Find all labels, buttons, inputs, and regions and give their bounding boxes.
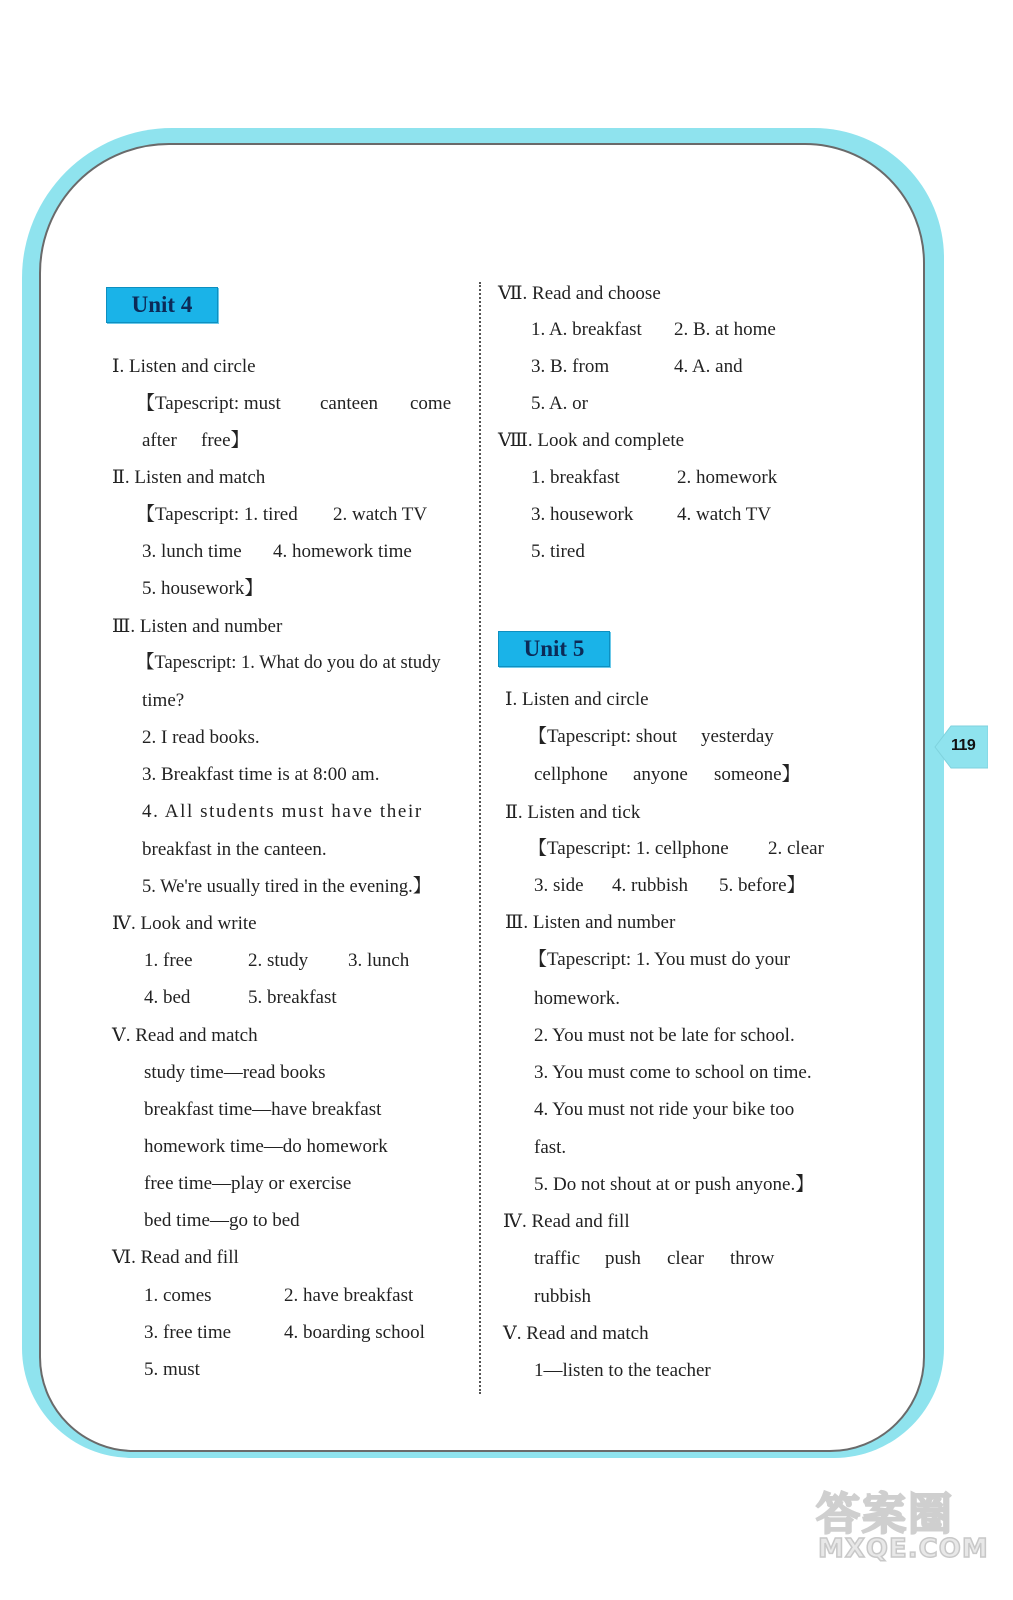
- answer-item: 2. have breakfast: [284, 1285, 414, 1306]
- section-2-heading: Ⅱ. Listen and tick: [505, 802, 641, 823]
- text-item: 【Tapescript: shout: [528, 726, 678, 747]
- text-item: 2. clear: [768, 838, 824, 859]
- answer-item: 1. free: [144, 950, 193, 971]
- answer-item: 4. bed: [144, 987, 191, 1008]
- answer-line: 5. tired: [531, 541, 585, 562]
- section-4-heading: Ⅳ. Look and write: [112, 913, 257, 934]
- tapescript-line: 【Tapescript: 1. What do you do at study: [136, 653, 441, 673]
- unit-4-badge: Unit 4: [106, 287, 218, 323]
- answer-item: push: [605, 1248, 641, 1269]
- tapescript-line: 2. You must not be late for school.: [534, 1025, 795, 1046]
- answer-item: 3. free time: [144, 1322, 232, 1343]
- section-3-heading: Ⅲ. Listen and number: [505, 912, 676, 933]
- text-item: 4. homework time: [273, 541, 412, 562]
- answer-line: free time—play or exercise: [144, 1173, 352, 1194]
- tapescript-line: 2. I read books.: [142, 727, 260, 748]
- text-item: canteen: [320, 393, 379, 414]
- tapescript-line: fast.: [534, 1137, 567, 1158]
- tapescript-line: 4. You must not ride your bike too: [534, 1099, 795, 1120]
- answer-line: 5. A. or: [531, 393, 588, 414]
- answer-item: 2. B. at home: [674, 319, 776, 340]
- section-8-heading: Ⅷ. Look and complete: [498, 430, 685, 451]
- answer-line: homework time—do homework: [144, 1136, 388, 1157]
- answer-line: breakfast time—have breakfast: [144, 1099, 382, 1120]
- text-item: free】: [201, 430, 250, 451]
- tapescript-line: breakfast in the canteen.: [142, 839, 327, 860]
- section-5-heading: Ⅴ. Read and match: [112, 1025, 258, 1046]
- tapescript-line: 【Tapescript: 1. You must do your: [528, 949, 791, 970]
- answer-item: 1. comes: [144, 1285, 212, 1306]
- tapescript-line: homework.: [534, 988, 621, 1009]
- section-4-heading: Ⅳ. Read and fill: [503, 1211, 630, 1232]
- answer-item: 4. A. and: [674, 356, 743, 377]
- answer-line: study time—read books: [144, 1062, 326, 1083]
- answer-item: 1. breakfast: [531, 467, 620, 488]
- answer-item: traffic: [534, 1248, 581, 1269]
- unit-5-badge: Unit 5: [498, 631, 610, 667]
- section-1-heading: Ⅰ. Listen and circle: [112, 356, 256, 377]
- tapescript-line: 5. We're usually tired in the evening.】: [142, 877, 432, 897]
- answer-item: throw: [730, 1248, 775, 1269]
- section-1-heading: Ⅰ. Listen and circle: [505, 689, 649, 710]
- text-item: 【Tapescript: 1. tired: [136, 504, 298, 525]
- answer-item: 4. watch TV: [677, 504, 772, 525]
- answer-item: clear: [667, 1248, 704, 1269]
- text-item: 4. rubbish: [612, 875, 688, 896]
- tapescript-line: 4. All students must have their: [142, 801, 423, 822]
- text-item: cellphone: [534, 764, 608, 785]
- answer-line: rubbish: [534, 1286, 591, 1307]
- text-item: 【Tapescript: 1. cellphone: [528, 838, 729, 859]
- watermark-logo: [808, 1478, 998, 1588]
- answer-line: 1—listen to the teacher: [534, 1360, 711, 1381]
- text-item: 5. before】: [719, 875, 806, 896]
- answer-item: 2. homework: [677, 467, 778, 488]
- text-item: 2. watch TV: [333, 504, 428, 525]
- column-divider: [479, 282, 481, 1394]
- text-item: after: [142, 430, 177, 451]
- answer-item: 3. B. from: [531, 356, 610, 377]
- answer-line: bed time—go to bed: [144, 1210, 300, 1231]
- tapescript-line: 5. housework】: [142, 578, 264, 599]
- section-5-heading: Ⅴ. Read and match: [503, 1323, 649, 1344]
- answer-item: 3. lunch: [348, 950, 410, 971]
- tapescript-line: time?: [142, 690, 185, 711]
- text-item: 3. side: [534, 875, 584, 896]
- answer-item: 5. breakfast: [248, 987, 337, 1008]
- answer-item: 1. A. breakfast: [531, 319, 642, 340]
- text-item: yesterday: [701, 726, 774, 747]
- text-item: come: [410, 393, 452, 414]
- tapescript-line: 5. Do not shout at or push anyone.】: [534, 1174, 815, 1195]
- tapescript-line: 3. You must come to school on time.: [534, 1062, 812, 1083]
- text-item: 【Tapescript: must: [136, 393, 281, 414]
- watermark-title: 答案圈: [816, 1489, 954, 1540]
- answer-line: 5. must: [144, 1359, 200, 1380]
- section-7-heading: Ⅶ. Read and choose: [498, 283, 661, 304]
- answer-item: 3. housework: [531, 504, 634, 525]
- text-item: 3. lunch time: [142, 541, 242, 562]
- answer-item: 2. study: [248, 950, 309, 971]
- watermark-url: MXQE.COM: [818, 1534, 989, 1564]
- answer-item: 4. boarding school: [284, 1322, 425, 1343]
- page-number: 119: [951, 737, 976, 754]
- text-item: anyone: [633, 764, 688, 785]
- section-3-heading: Ⅲ. Listen and number: [112, 616, 283, 637]
- section-6-heading: Ⅵ. Read and fill: [112, 1247, 239, 1268]
- text-item: someone】: [714, 764, 801, 785]
- section-2-heading: Ⅱ. Listen and match: [112, 467, 266, 488]
- tapescript-line: 3. Breakfast time is at 8:00 am.: [142, 764, 380, 785]
